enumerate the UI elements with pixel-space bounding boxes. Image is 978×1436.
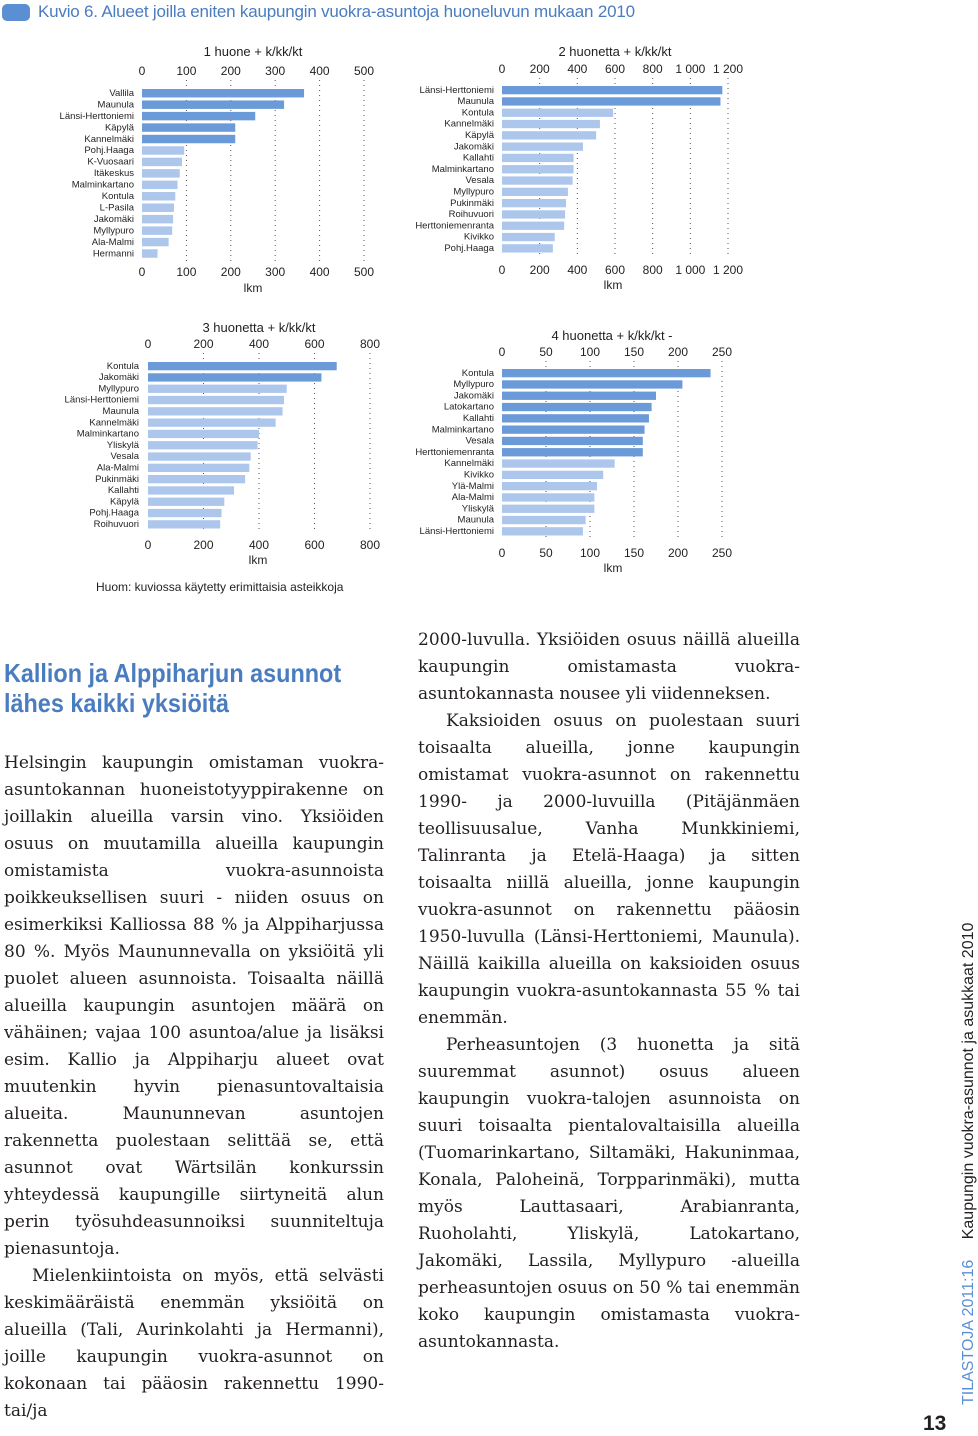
tick-label-bottom: 300	[265, 265, 286, 279]
category-label: Kontula	[461, 107, 494, 119]
tick-label-top: 100	[176, 64, 197, 78]
category-label: Kallahti	[107, 485, 139, 497]
category-label: Jakomäki	[453, 141, 494, 153]
tick-label-bottom: 600	[304, 538, 325, 552]
article-column-left	[4, 750, 384, 1425]
category-label: Yliskylä	[461, 503, 494, 515]
tick-label-top: 200	[667, 345, 689, 359]
tick-label-bottom: 800	[642, 263, 663, 277]
category-label: Kontula	[106, 360, 139, 372]
category-label: Myllypuro	[98, 383, 139, 395]
bar	[502, 109, 613, 117]
tick-label-top: 0	[138, 64, 146, 78]
tick-label-bottom: 400	[309, 265, 330, 279]
category-label: Vesala	[110, 451, 139, 463]
bar	[502, 380, 682, 388]
bar	[502, 210, 565, 218]
paragraph: Mielenkiintoista on myös, että selvästi keskimääräistä enemmän yksiöitä on alueilla (Tali, Aurinkolahti ja Hermanni), joille kaupungin vuokra-asunnot on kokonaan tai pääosin rakennettu 1990-tai/ja	[4, 1266, 384, 1421]
bar	[502, 493, 594, 501]
category-label: Maunula	[97, 99, 134, 111]
category-label: Kontula	[101, 191, 134, 202]
category-label: Kallahti	[462, 413, 494, 424]
tick-label-top: 300	[265, 64, 286, 78]
chart-title: 1 huone + k/kk/kt	[203, 44, 303, 59]
tick-label-top: 600	[604, 62, 626, 76]
bar	[502, 471, 603, 479]
bar	[502, 437, 643, 445]
tick-label-top: 100	[579, 345, 601, 359]
chart-title: 2 huonetta + k/kk/kt	[558, 44, 672, 59]
bar	[502, 426, 645, 434]
bar	[502, 516, 586, 524]
sidebar-running-title	[960, 923, 978, 1405]
category-label: Ala-Malmi	[96, 462, 139, 474]
tick-label-bottom: 0	[144, 538, 152, 552]
tick-label-bottom: 0	[138, 265, 146, 279]
category-label: Hermanni	[92, 248, 134, 260]
category-label: Ala-Malmi	[91, 236, 134, 248]
bar	[502, 131, 596, 139]
paragraph: Perheasuntojen (3 huonetta ja sitä suuremmat asunnot) osuus alueen kaupungin vuokra-talojen asunnoista on suuri toisaalta pientalovaltaisilla alueilla (Tuomarinkartano, Siltamäki, Hakuninmaa, Konala, Paloheinä, Torpparinmäki), mutta myös Lauttasaari, Arabianranta, Ruoholahti, Yliskylä, Latokartano, Jakomäki, Lassila, Myllypuro -alueilla perheasuntojen osuus on 50 % tai enemmän koko kaupungin omistamasta vuokra-asuntokannasta.	[418, 1035, 800, 1352]
tick-label-bottom: 400	[567, 263, 588, 277]
page-number: 13	[923, 1412, 947, 1435]
category-label: Pohj.Haaga	[89, 507, 139, 519]
category-label: Maunula	[102, 406, 139, 417]
category-label: Pukinmäki	[450, 197, 494, 209]
category-label: Kivikko	[463, 231, 494, 243]
category-label: Pohj.Haaga	[444, 243, 494, 254]
category-label: Pohj.Haaga	[84, 145, 134, 157]
tick-label-top: 400	[309, 64, 330, 78]
category-label: Malminkartano	[431, 163, 494, 175]
bar	[502, 482, 597, 490]
tick-label-top: 200	[220, 64, 241, 78]
category-label: Maunula	[457, 96, 494, 108]
figure-marker	[2, 4, 30, 21]
category-label: Malminkartano	[71, 179, 134, 191]
tick-label-bottom: 250	[711, 546, 733, 560]
article-column-right	[418, 627, 800, 1356]
bar	[502, 222, 564, 230]
tick-label-top: 200	[529, 62, 550, 76]
figure-title: Kuvio 6. Alueet joilla eniten kaupungin vuokra-asuntoja huoneluvun mukaan 2010	[38, 2, 635, 21]
tick-label-top: 200	[193, 337, 214, 351]
bar	[502, 188, 568, 196]
x-axis-label: lkm	[603, 278, 623, 292]
tick-label-top: 400	[567, 62, 588, 76]
category-label: Herttoniemenranta	[415, 446, 494, 458]
paragraph: 2000-luvulla. Yksiöiden osuus näillä alueilla kaupungin omistamasta vuokra-asuntokannasta nousee yli viidenneksen.	[418, 630, 800, 704]
category-label: Länsi-Herttoniemi	[419, 526, 494, 537]
bar	[502, 392, 656, 400]
x-axis-label: lkm	[603, 561, 623, 575]
category-label: Jakomäki	[93, 213, 134, 225]
category-label: Kannelmäki	[89, 417, 139, 429]
tick-label-bottom: 50	[539, 546, 553, 560]
category-label: L-Pasila	[99, 202, 134, 214]
category-label: Vesala	[465, 175, 494, 187]
category-label: Pukinmäki	[95, 473, 139, 485]
tick-label-top: 0	[498, 345, 506, 359]
bar	[502, 414, 649, 422]
tick-label-bottom: 200	[667, 546, 689, 560]
category-label: Käpylä	[109, 496, 139, 508]
tick-label-bottom: 100	[176, 265, 197, 279]
paragraph: Kaksioiden osuus on puolestaan suuri toisaalta alueilla, jonne kaupungin omistamat vuokra-asunnot on rakennettu 1990- ja 2000-luvuilla (Pitäjänmäen teollisuusalue, Vanha Munkkiniemi, Talinranta ja Etelä-Haaga) ja sitten toisaalta niillä alueilla, jonne kaupungin vuokra-asunnot on rakennettu pääosin 1950-luvulla (Länsi-Herttoniemi, Maunula). Näillä kaikilla alueilla on kaksioiden osuus kaupungin vuokra-asuntokannasta 55 % tai enemmän.	[418, 711, 800, 1028]
chart-2-rooms	[0, 38, 960, 303]
category-label: Latokartano	[443, 401, 494, 413]
category-label: Malminkartano	[431, 424, 494, 436]
section-label: Kaupungin vuokra-asunnot ja asukkaat 2010	[960, 922, 977, 1240]
bar	[502, 403, 652, 411]
category-label: Herttoniemenranta	[415, 220, 494, 232]
tick-label-top: 800	[359, 337, 381, 351]
category-label: Myllypuro	[93, 225, 134, 237]
category-label: Malminkartano	[76, 428, 139, 440]
tick-label-top: 0	[498, 62, 506, 76]
figure-header	[2, 1, 635, 23]
tick-label-top: 500	[353, 64, 375, 78]
paragraph: Helsingin kaupungin omistaman vuokra-asuntokannan huoneistotyyppirakenne on joillakin alueilla varsin vino. Yksiöiden osuus on muutamilla alueilla kaupungin omistamista vuokra-asunnoista poikkeuksellisen suuri - niiden osuus on esimerkiksi Kalliossa 88 % ja Alppiharjussa 80 %. Myös Maununnevalla on yksiöitä yli puolet alueen asunnoista. Toisaalta näillä alueilla kaupungin asuntojen määrä on vähäinen; vajaa 100 asuntoa/alue ja lisäksi esim. Kallio ja Alppiharju alueet ovat muutenkin hyvin pienasuntovaltaisia alueita. Maununnevan asuntojen rakennetta puolestaan selittää se, että asunnot ovat Wärtsilän konkurssin yhteydessä kaupungille siirtyneitä alun perin työsuhdeasunnoiksi suunniteltuja pienasuntoja.	[4, 753, 384, 1259]
bar	[502, 505, 594, 513]
category-label: Kannelmäki	[444, 458, 494, 470]
tick-label-top: 400	[248, 337, 270, 351]
chart-title: 3 huonetta + k/kk/kt	[202, 320, 316, 335]
category-label: Myllypuro	[453, 379, 494, 391]
category-label: Kallahti	[462, 152, 494, 164]
bar	[502, 527, 583, 535]
x-axis-label: lkm	[248, 553, 268, 567]
category-label: Yliskylä	[106, 439, 139, 451]
bar	[502, 143, 583, 151]
category-label: Roihuvuori	[93, 519, 139, 530]
bar	[502, 244, 553, 252]
category-label: Länsi-Herttoniemi	[59, 110, 134, 122]
tick-label-top: 150	[623, 345, 645, 359]
tick-label-bottom: 1 000	[675, 263, 706, 277]
tick-label-top: 600	[304, 337, 325, 351]
category-label: Kivikko	[463, 469, 494, 481]
category-label: Kannelmäki	[84, 133, 134, 145]
category-label: Kannelmäki	[444, 118, 494, 130]
category-label: Maunula	[457, 514, 494, 526]
category-label: Roihuvuori	[448, 209, 494, 221]
tick-label-bottom: 1 200	[712, 263, 744, 277]
figure-note: Huom: kuviossa käytetty erimittaisia asteikkoja	[96, 580, 344, 594]
category-label: Itäkeskus	[93, 168, 134, 180]
tick-label-bottom: 0	[498, 546, 506, 560]
bar	[502, 448, 643, 456]
category-label: K-Vuosaari	[87, 156, 134, 168]
tick-label-top: 0	[144, 337, 152, 351]
bar	[502, 120, 600, 128]
category-label: Jakomäki	[98, 372, 139, 384]
tick-label-bottom: 600	[604, 263, 626, 277]
category-label: Jakomäki	[453, 390, 494, 402]
bar	[502, 233, 555, 241]
bar	[502, 154, 574, 162]
bar	[502, 459, 615, 467]
bar	[502, 165, 574, 173]
tick-label-top: 1 200	[712, 62, 744, 76]
tick-label-bottom: 200	[529, 263, 550, 277]
chart-4-rooms	[0, 312, 960, 577]
tick-label-bottom: 500	[353, 265, 375, 279]
tick-label-bottom: 100	[579, 546, 601, 560]
category-label: Länsi-Herttoniemi	[419, 84, 494, 96]
category-label: Länsi-Herttoniemi	[64, 394, 139, 406]
bar	[502, 97, 720, 105]
article-heading: Kallion ja Alppiharjun asunnot lähes kaikki yksiöitä	[4, 658, 342, 718]
publication-label: TILASTOJA 2011:16	[960, 1259, 977, 1405]
category-label: Käpylä	[104, 122, 134, 134]
x-axis-label: lkm	[243, 281, 263, 295]
category-label: Vallila	[109, 87, 134, 99]
bar	[502, 369, 711, 377]
tick-label-top: 1 000	[675, 62, 706, 76]
tick-label-bottom: 0	[498, 263, 506, 277]
category-label: Käpylä	[464, 130, 494, 141]
category-label: Ala-Malmi	[451, 492, 494, 504]
bar	[502, 176, 573, 184]
bar	[502, 199, 566, 207]
category-label: Myllypuro	[453, 186, 494, 198]
tick-label-top: 250	[711, 345, 733, 359]
chart-title: 4 huonetta + k/kk/kt -	[551, 328, 673, 343]
tick-label-bottom: 200	[220, 265, 241, 279]
category-label: Ylä-Malmi	[451, 480, 494, 492]
tick-label-bottom: 400	[248, 538, 270, 552]
tick-label-top: 50	[539, 345, 553, 359]
category-label: Vesala	[465, 435, 494, 447]
tick-label-top: 800	[642, 62, 663, 76]
tick-label-bottom: 800	[359, 538, 381, 552]
tick-label-bottom: 150	[623, 546, 645, 560]
bar	[502, 86, 722, 94]
category-label: Kontula	[461, 367, 494, 379]
tick-label-bottom: 200	[193, 538, 214, 552]
